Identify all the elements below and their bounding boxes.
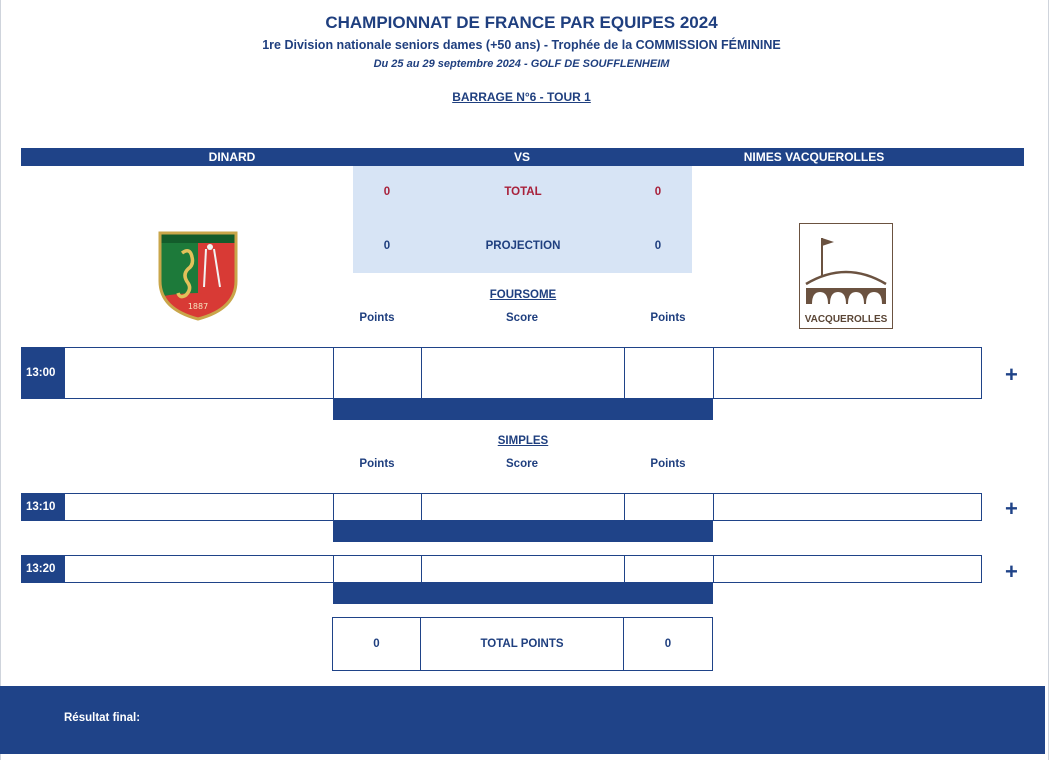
team-left-name: DINARD xyxy=(208,150,256,164)
points-left-cell xyxy=(334,494,422,520)
simples-title: SIMPLES xyxy=(497,435,549,447)
match-row[interactable] xyxy=(21,555,982,583)
total-points-label: TOTAL POINTS xyxy=(421,618,624,670)
expand-plus-icon[interactable]: + xyxy=(1005,362,1018,387)
page-subtitle: 1re Division nationale seniors dames (+50 ans) - Trophée de la COMMISSION FÉMININE xyxy=(262,38,781,52)
score-cell xyxy=(422,494,625,520)
score-summary xyxy=(353,166,692,273)
total-left: 0 xyxy=(383,186,391,198)
player-left-cell xyxy=(65,494,334,520)
simples-points-left-header: Points xyxy=(359,458,395,470)
dinard-logo xyxy=(158,231,238,321)
points-right-cell xyxy=(625,494,714,520)
foursome-title: FOURSOME xyxy=(489,289,557,301)
team-right-name: NIMES VACQUEROLLES xyxy=(743,150,885,164)
bridge-flag-icon xyxy=(800,224,891,304)
total-points-box xyxy=(332,617,713,671)
final-result-bar xyxy=(0,686,1045,754)
score-cell xyxy=(422,556,625,582)
points-left-cell xyxy=(334,556,422,582)
total-points-right: 0 xyxy=(664,638,672,650)
simples-score-header: Score xyxy=(506,458,538,470)
logo-year-text: 1887 xyxy=(187,302,209,311)
projection-right: 0 xyxy=(654,240,662,252)
match-result-bar xyxy=(333,399,713,420)
match-time xyxy=(22,556,65,582)
match-time-label: 13:00 xyxy=(26,367,56,379)
round-title: BARRAGE N°6 - TOUR 1 xyxy=(452,90,591,104)
match-time xyxy=(22,494,65,520)
match-result-bar xyxy=(333,583,713,604)
player-left-cell xyxy=(65,348,334,398)
match-row[interactable] xyxy=(21,493,982,521)
points-right-cell xyxy=(625,556,714,582)
match-time-label: 13:10 xyxy=(26,501,56,513)
foursome-points-right-header: Points xyxy=(650,312,686,324)
expand-plus-icon[interactable]: + xyxy=(1005,496,1018,521)
expand-plus-icon[interactable]: + xyxy=(1005,559,1018,584)
player-left-cell xyxy=(65,556,334,582)
total-right: 0 xyxy=(654,186,662,198)
vs-label: VS xyxy=(513,150,530,164)
points-left-cell xyxy=(334,348,422,398)
score-cell xyxy=(422,348,625,398)
points-right-cell xyxy=(625,348,714,398)
team-bar xyxy=(21,148,1024,166)
foursome-points-left-header: Points xyxy=(359,312,395,324)
match-result-bar xyxy=(333,521,713,542)
total-label: TOTAL xyxy=(504,186,542,198)
vacquerolles-logo xyxy=(799,223,893,329)
projection-label: PROJECTION xyxy=(485,240,561,252)
final-result-label: Résultat final: xyxy=(64,712,141,724)
match-row[interactable] xyxy=(21,347,982,399)
foursome-score-header: Score xyxy=(506,312,538,324)
logo-club-text: VACQUEROLLES xyxy=(804,314,888,325)
event-dates: Du 25 au 29 septembre 2024 - GOLF DE SOUFFLENHEIM xyxy=(373,58,670,70)
match-time xyxy=(22,348,65,398)
total-points-left: 0 xyxy=(333,618,421,670)
match-time-label: 13:20 xyxy=(26,563,56,575)
projection-left: 0 xyxy=(383,240,391,252)
simples-points-right-header: Points xyxy=(650,458,686,470)
page-title: CHAMPIONNAT DE FRANCE PAR EQUIPES 2024 xyxy=(325,13,718,32)
